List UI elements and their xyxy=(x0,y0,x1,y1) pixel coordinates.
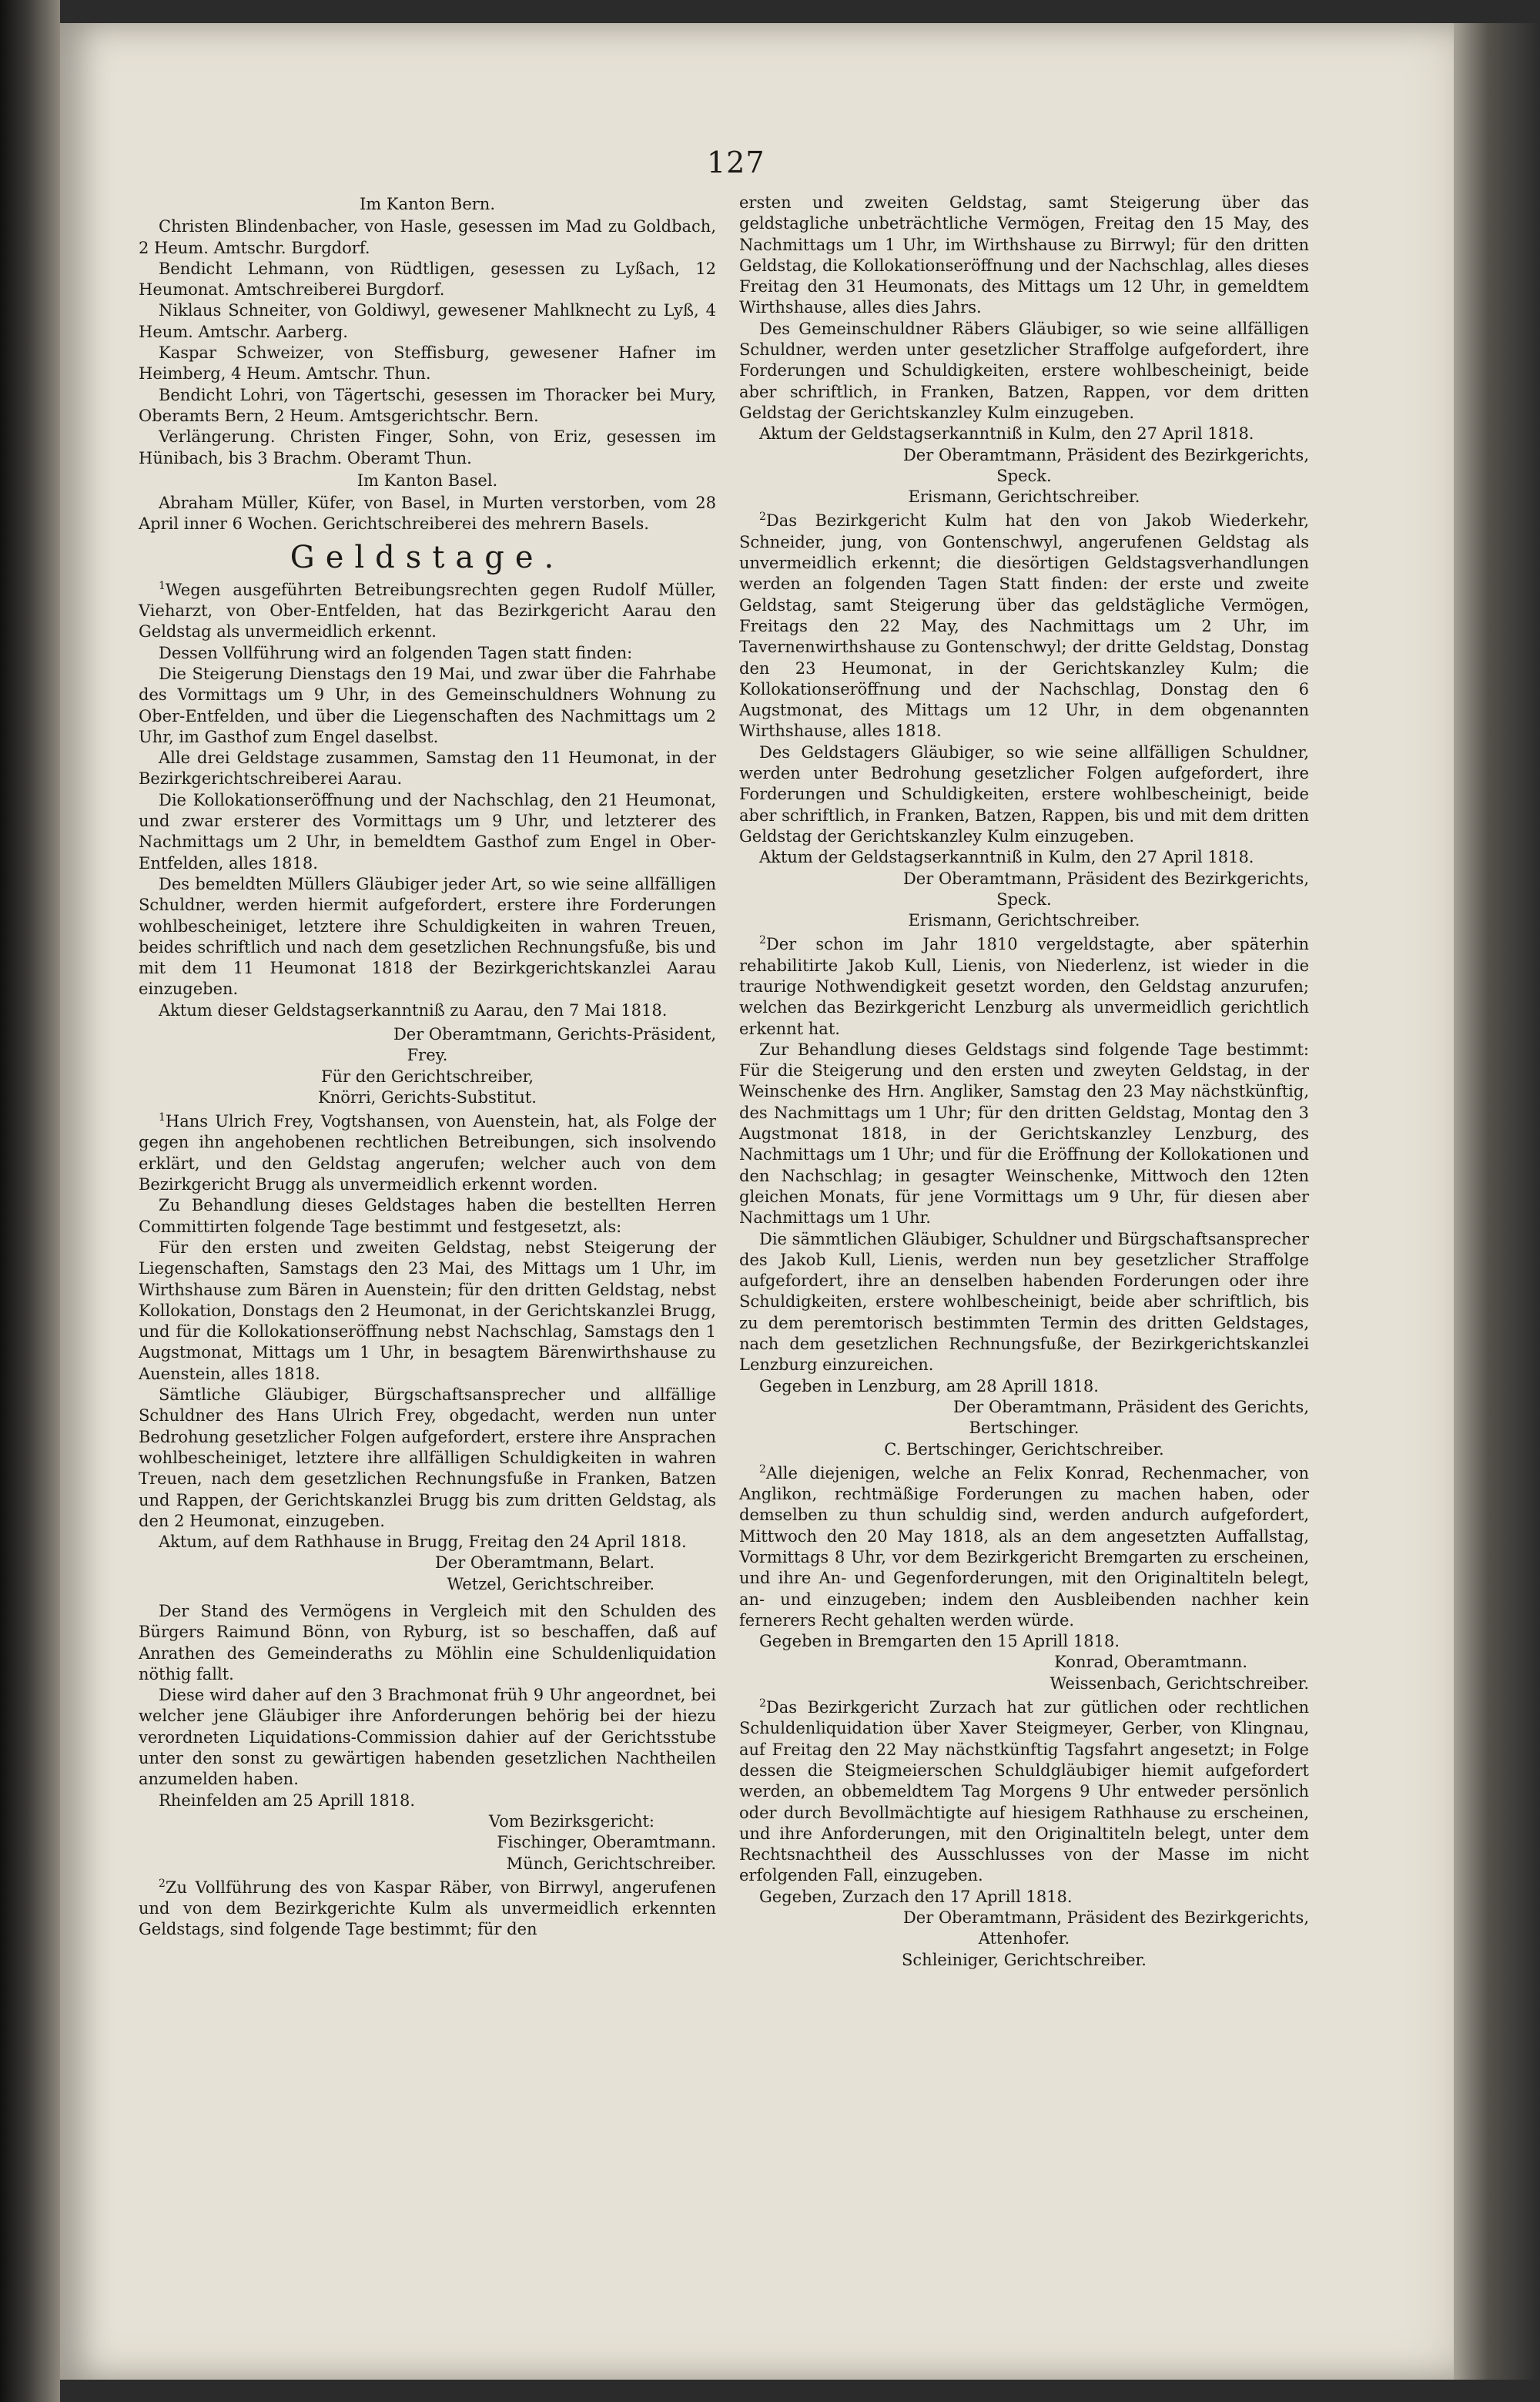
bern-entry: Christen Blindenbacher, von Hasle, gesessen im Mad zu Goldbach, 2 Heum. Amtschr. Burgdorf. xyxy=(139,217,716,257)
notice-5-para: Des Geldstagers Gläubiger, so wie seine allfälligen Schuldner, werden unter Bedrohung gesetzlicher Folgen aufgefordert, ihre Forderungen und Schuldigkeiten, erstere wohlbescheinigt, beide aber schriftlich, in Franken, Batzen, Rappen, bis und mit dem dritten Geldstag der Gerichtskanzley Kulm einzugeben. xyxy=(739,742,1309,846)
notice-6-para: $^2$Der schon im Jahr 1810 vergeldstagte, aber späterhin rehabilitirte Jakob Kull, Lienis, von Niederlenz, ist wieder in die traurige Nothwendigkeit gesetzt worden, den Geldstag anzurufen; welchen das Bezirkgericht Lenzburg als unvermeidlich gerichtlich erkennt hat. xyxy=(739,934,1309,1038)
notice-4-para: Aktum der Geldstagserkanntniß in Kulm, den 27 April 1818. xyxy=(759,424,1254,444)
basel-entry: Abraham Müller, Küfer, von Basel, in Murten verstorben, vom 28 April inner 6 Wochen. Gerichtschreiberei des mehrern Basels. xyxy=(139,494,716,534)
notice-2-para: Sämtliche Gläubiger, Bürgschaftsansprecher und allfällige Schuldner des Hans Ulrich Frey, obgedacht, werden nun unter Bedrohung gesetzlicher Folgen aufgefordert, erstere ihre Ansprachen wohlbescheiniget, letztere ihre allfälligen Schuldigkeiten in wahren Treuen, nach dem gesetzlichen Rechnungsfuße in Franken, Batzen und Rappen, der Gerichtskanzlei Brugg bis zum dritten Geldstag, als den 2 Heumonat, einzugeben. xyxy=(139,1385,716,1530)
signature-line: Der Oberamtmann, Präsident des Bezirkgerichts, xyxy=(902,445,1309,464)
notice-8-para: $^2$Das Bezirkgericht Zurzach hat zur gütlichen oder rechtlichen Schuldenliquidation über Xaver Steigmeyer, Gerber, von Klingnau, auf Freitag den 22 May nächstkünftig Tagsfahrt angesetzt; in Folge dessen die Steigmeierschen Schuldgläubiger hiemit aufgefordert werden, an obbemeldtem Tag Morgens 9 Uhr entweder persönlich oder durch Bevollmächtigte auf hiesigem Rathhause zu erscheinen, und ihre Anforderungen, mit den Originaltiteln belegt, unter dem Rechtsnachtheil des Ausschlusses von der Masse im nicht erfolgenden Fall, einzugeben. xyxy=(739,1697,1309,1885)
signature-line: Der Oberamtmann, Präsident des Bezirkgerichts, xyxy=(902,869,1309,888)
notice-6-para: Die sämmtlichen Gläubiger, Schuldner und Bürgschaftsansprecher des Jakob Kull, Lienis, werden nun bey gesetzlicher Straffolge aufgefordert, ihre an denselben habenden Forderungen oder ihre Schuldigkeiten, erstere wohlbescheinigt, beide aber schriftlich, bis zu dem peremtorisch bestimmten Termin des dritten Geldstages, nach dem gesetzlichen Rechnungsfuße, der Bezirkgerichtskanzlei Lenzburg einzureichen. xyxy=(739,1229,1309,1375)
notice-4-para: ersten und zweiten Geldstag, samt Steigerung über das geldstagliche unbeträchtliche Vermögen, Freitag den 15 May, des Nachmittags um 1 Uhr, im Wirthshause zu Birrwyl; für den dritten Geldstag, die Kollokationseröffnung und der Nachschlag, alles dieses Freitag den 31 Heumonats, des Mittags um 12 Uhr, in gemeldtem Wirthshause, alles dies Jahrs. xyxy=(739,193,1309,317)
scan-left-edge xyxy=(0,0,60,2402)
notice-1-para: Die Kollokationseröffnung und der Nachschlag, den 21 Heumonat, und zwar ersterer des Vormittags um 9 Uhr, und letzterer des Nachmittags um 2 Uhr, in bemeldtem Gasthof zum Engel in Ober-Entfelden, alles 1818. xyxy=(139,790,716,873)
notice-3-para: Rheinfelden am 25 Aprill 1818. xyxy=(159,1791,416,1810)
signature-line: Weissenbach, Gerichtschreiber. xyxy=(1050,1673,1309,1693)
notice-4-para: $^2$Zu Vollführung des von Kaspar Räber, von Birrwyl, angerufenen und von dem Bezirkgerichte Kulm als unvermeidlich erkennten Geldstags, sind folgende Tage bestimmt; für den xyxy=(139,1877,716,1939)
footnote-number: 2 xyxy=(759,1697,766,1710)
footnote-number: 1 xyxy=(159,579,166,592)
footnote-number: 2 xyxy=(759,934,766,947)
signature-line: Der Oberamtmann, Präsident des Gerichts, xyxy=(953,1397,1309,1416)
signature-line: Attenhofer. xyxy=(978,1929,1070,1948)
notice-2-para: Zu Behandlung dieses Geldstages haben die bestellten Herren Committirten folgende Tage bestimmt und festgesetzt, als: xyxy=(139,1196,716,1236)
signature-line: Bertschinger. xyxy=(969,1419,1080,1438)
notice-2-para: Für den ersten und zweiten Geldstag, nebst Steigerung der Liegenschaften, Samstags den 23 Mai, des Mittags um 1 Uhr, im Wirthshause zum Bären in Auenstein; für den dritten Geldstag, nebst Kollokation, Donstags den 2 Heumonat, in der Gerichtskanzlei Brugg, und für die Kollokationseröffnung nebst Nachschlag, Samstags den 1 Augstmonat, Mittags um 1 Uhr, in besagtem Bärenwirthshause zu Auenstein, alles 1818. xyxy=(139,1238,716,1383)
notice-1-para: Dessen Vollführung wird an folgenden Tagen statt finden: xyxy=(159,643,633,662)
notice-7-para: Gegeben in Bremgarten den 15 Aprill 1818. xyxy=(759,1632,1120,1651)
bern-entry: Niklaus Schneiter, von Goldiwyl, gewesener Mahlknecht zu Lyß, 4 Heum. Amtschr. Aarberg. xyxy=(139,301,716,341)
notice-3-para: Der Stand des Vermögens in Vergleich mit den Schulden des Bürgers Raimund Bönn, von Ryburg, ist so beschaffen, daß auf Anrathen des Gemeinderaths zu Möhlin eine Schuldenliquidation nöthig fallt. xyxy=(139,1602,716,1683)
signature-line: Fischinger, Oberamtmann. xyxy=(497,1833,716,1852)
notice-2-para: Aktum, auf dem Rathhause in Brugg, Freitag den 24 April 1818. xyxy=(159,1533,687,1552)
scan-right-edge xyxy=(1454,23,1540,2380)
notice-3-para: Diese wird daher auf den 3 Brachmonat früh 9 Uhr angeordnet, bei welcher jene Gläubiger ihre Anforderungen behörig bei der hiezu verordneten Liquidations-Commission dahier auf der Gerichtsstube unter den sonst zu gewärtigen habenden gesetzlichen Nachtheilen anzumelden haben. xyxy=(139,1686,716,1789)
notice-1-para: Des bemeldten Müllers Gläubiger jeder Art, so wie seine allfälligen Schuldner, werden hiermit aufgefordert, erstere ihre Forderungen wohlbescheiniget, letztere ihre Schuldigkeiten in wahren Treuen, beides schriftlich und nach dem gesetzlichen Rechnungsfuße, bis und mit dem 11 Heumonat 1818 der Bezirkgerichtskanzlei Aarau einzugeben. xyxy=(139,874,716,999)
signature-line: Der Oberamtmann, Gerichts-Präsident, xyxy=(393,1024,716,1044)
notice-6-para: Gegeben in Lenzburg, am 28 Aprill 1818. xyxy=(759,1376,1099,1395)
notice-8-para: Gegeben, Zurzach den 17 Aprill 1818. xyxy=(759,1887,1073,1906)
notice-1-para: Alle drei Geldstage zusammen, Samstag den 11 Heumonat, in der Bezirkgerichtschreiberei Aarau. xyxy=(139,749,716,789)
signature-line: Erismann, Gerichtschreiber. xyxy=(908,911,1140,930)
notice-1-para: Die Steigerung Dienstags den 19 Mai, und zwar über die Fahrhabe des Vormittags um 9 Uhr, in des Gemeinschuldners Wohnung zu Ober-Entfelden, und über die Liegenschaften des Nachmittags um 2 Uhr, im Gasthof zum Engel daselbst. xyxy=(139,664,716,746)
footnote-number: 2 xyxy=(759,1462,766,1476)
signature-line: Speck. xyxy=(996,466,1052,485)
bern-entry: Bendicht Lohri, von Tägertschi, gesessen im Thoracker bei Mury, Oberamts Bern, 2 Heum. Amtsgerichtschr. Bern. xyxy=(139,385,716,425)
footnote-number: 2 xyxy=(159,1877,166,1890)
bern-entry: Kaspar Schweizer, von Steffisburg, gewesener Hafner im Heimberg, 4 Heum. Amtschr. Thun. xyxy=(139,343,716,384)
page-number: 127 xyxy=(707,146,765,179)
signature-line: Für den Gerichtschreiber, xyxy=(320,1067,534,1086)
footnote-number: 1 xyxy=(159,1111,166,1124)
notice-4-para: Des Gemeinschuldner Räbers Gläubiger, so wie seine allfälligen Schuldner, werden unter gesetzlicher Straffolge aufgefordert, ihre Forderungen und Schuldigkeiten, erstere wohlbescheinigt, beide aber schriftlich, in Franken, Batzen, Rappen, vor dem dritten Geldstag der Gerichtskanzley Kulm einzugeben. xyxy=(739,319,1309,422)
footnote-number: 2 xyxy=(759,511,766,524)
signature-line: C. Bertschinger, Gerichtschreiber. xyxy=(884,1439,1164,1459)
section-heading-basel: Im Kanton Basel. xyxy=(357,471,498,490)
right-column xyxy=(739,193,1309,1971)
signature-line: Knörri, Gerichts-Substitut. xyxy=(318,1087,537,1107)
signature-line: Wetzel, Gerichtschreiber. xyxy=(447,1574,654,1593)
notice-1-para: Aktum dieser Geldstagserkanntniß zu Aarau, den 7 Mai 1818. xyxy=(159,1000,668,1020)
signature-line: Konrad, Oberamtmann. xyxy=(1054,1653,1247,1672)
bern-entry: Bendicht Lehmann, von Rüdtligen, gesessen zu Lyßach, 12 Heumonat. Amtschreiberei Burgdorf. xyxy=(139,259,716,300)
signature-line: Schleiniger, Gerichtschreiber. xyxy=(902,1950,1147,1969)
signature-line: Erismann, Gerichtschreiber. xyxy=(908,487,1140,507)
notice-5-para: Aktum der Geldstagserkanntniß in Kulm, den 27 April 1818. xyxy=(759,848,1254,867)
notice-7-para: $^2$Alle diejenigen, welche an Felix Konrad, Rechenmacher, von Anglikon, rechtmäßige Forderungen zu machen haben, oder demselben zu thun schuldig sind, werden andurch aufgefordert, Mittwoch den 20 May 1818, als an dem angesetzten Auffallstag, Vormittags 8 Uhr, vor dem Bezirkgericht Bremgarten zu erscheinen, und ihre An- und Gegenforderungen, mit den Originaltiteln belegt, an- und einzugeben; indem den Ausbleibenden nachher kein fernerers Recht gehalten werden würde. xyxy=(739,1462,1309,1630)
bern-entry: Verlängerung. Christen Finger, Sohn, von Eriz, gesessen im Hünibach, bis 3 Brachm. Oberamt Thun. xyxy=(139,427,716,467)
signature-line: Der Oberamtmann, Belart. xyxy=(434,1553,654,1573)
signature-line: Münch, Gerichtschreiber. xyxy=(506,1854,716,1873)
signature-line: Vom Bezirksgericht: xyxy=(488,1811,654,1831)
notice-5-para: $^2$Das Bezirkgericht Kulm hat den von Jakob Wiederkehr, Schneider, jung, von Gontenschwyl, angerufenen Geldstag als unvermeidlich erkennt; die diesörtigen Geldstagsverhandlungen werden an folgenden Tagen Statt finden: der erste und zweite Geldstag, samt Steigerung über das geldstägliche Vermögen, Freitags den 22 May, des Nachmittags um 2 Uhr, im Tavernenwirthshause zu Gontenschwyl; der dritte Geldstag, Donstag den 23 Heumonat, in der Gerichtskanzley Kulm; die Kollokationseröffnung und der Nachschlag, Donstag den 6 Augstmonat, des Mittags um 12 Uhr, in dem obgenannten Wirthshause, alles 1818. xyxy=(739,511,1309,741)
geldstage-heading: Geldstage. xyxy=(290,539,565,575)
notice-2-para: $^1$Hans Ulrich Frey, Vogtshansen, von Auenstein, hat, als Folge der gegen ihn angehobenen rechtlichen Betreibungen, sich insolvendo erklärt, und den Geldstag angerufen; welcher auch von dem Bezirkgericht Brugg als unvermeidlich erkennt worden. xyxy=(139,1111,716,1194)
notice-6-para: Zur Behandlung dieses Geldstags sind folgende Tage bestimmt: Für die Steigerung und den ersten und zweyten Geldstag, in der Weinschenke des Hrn. Angliker, Samstag den 23 May nächstkünftig, des Nachmittags um 1 Uhr; für den dritten Geldstag, Montag den 3 Augstmonat 1818, in der Gerichtskanzley Lenzburg, des Nachmittags um 1 Uhr; und für die Eröffnung der Kollokationen und den Nachschlag; in gesagter Weinschenke, Mittwoch den 12ten gleichen Monats, für jene Vormittags um 9 Uhr, für diesen aber Nachmittags um 1 Uhr. xyxy=(739,1040,1309,1228)
left-column xyxy=(139,193,716,1941)
section-heading-bern: Im Kanton Bern. xyxy=(360,195,495,213)
signature-line: Frey. xyxy=(407,1046,448,1065)
notice-1-para: $^1$Wegen ausgeführten Betreibungsrechten gegen Rudolf Müller, Vieharzt, von Ober-Entfelden, hat das Bezirkgericht Aarau den Geldstag als unvermeidlich erkennt. xyxy=(139,579,716,642)
signature-line: Der Oberamtmann, Präsident des Bezirkgerichts, xyxy=(902,1908,1309,1928)
signature-line: Speck. xyxy=(996,889,1052,909)
